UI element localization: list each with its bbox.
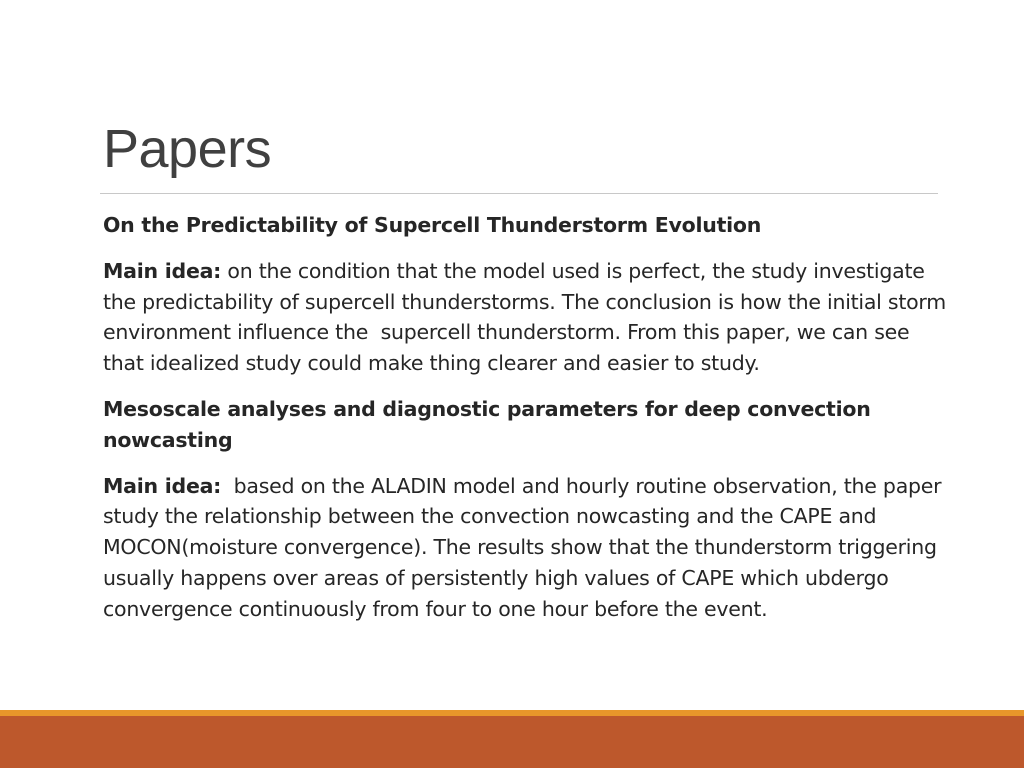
paper-2-main-idea-text: based on the ALADIN model and hourly routine observation, the paper study the relationship between the convection nowcasting and the CAPE and MOCON(moisture convergence). The results show that the thunderstorm triggering usually happens over areas of persistently high values of CAPE which ubdergo convergence continuously from four to one hour before the event.: [103, 473, 948, 621]
paper-2-main-idea-label: Main idea:: [103, 473, 222, 498]
paper-1-main-idea: [103, 256, 953, 379]
paper-1-main-idea-text: on the condition that the model used is perfect, the study investigate the predictability of supercell thunderstorms. The conclusion is how the initial storm environment influence the supercell thunderstorm. From this paper, we can see that idealized study could make thing clearer and easier to study.: [103, 258, 953, 376]
footer-band: [0, 716, 1024, 768]
title-divider: [100, 193, 938, 194]
paper-1-title: On the Predictability of Supercell Thunderstorm Evolution: [103, 213, 762, 237]
paper-2-title: Mesoscale analyses and diagnostic parameters for deep convection nowcasting: [103, 396, 871, 452]
paper-1-main-idea-label: Main idea:: [103, 258, 222, 283]
paper-2-main-idea: [103, 471, 948, 625]
slide-title: Papers: [103, 119, 272, 179]
slide-content: [103, 210, 953, 640]
